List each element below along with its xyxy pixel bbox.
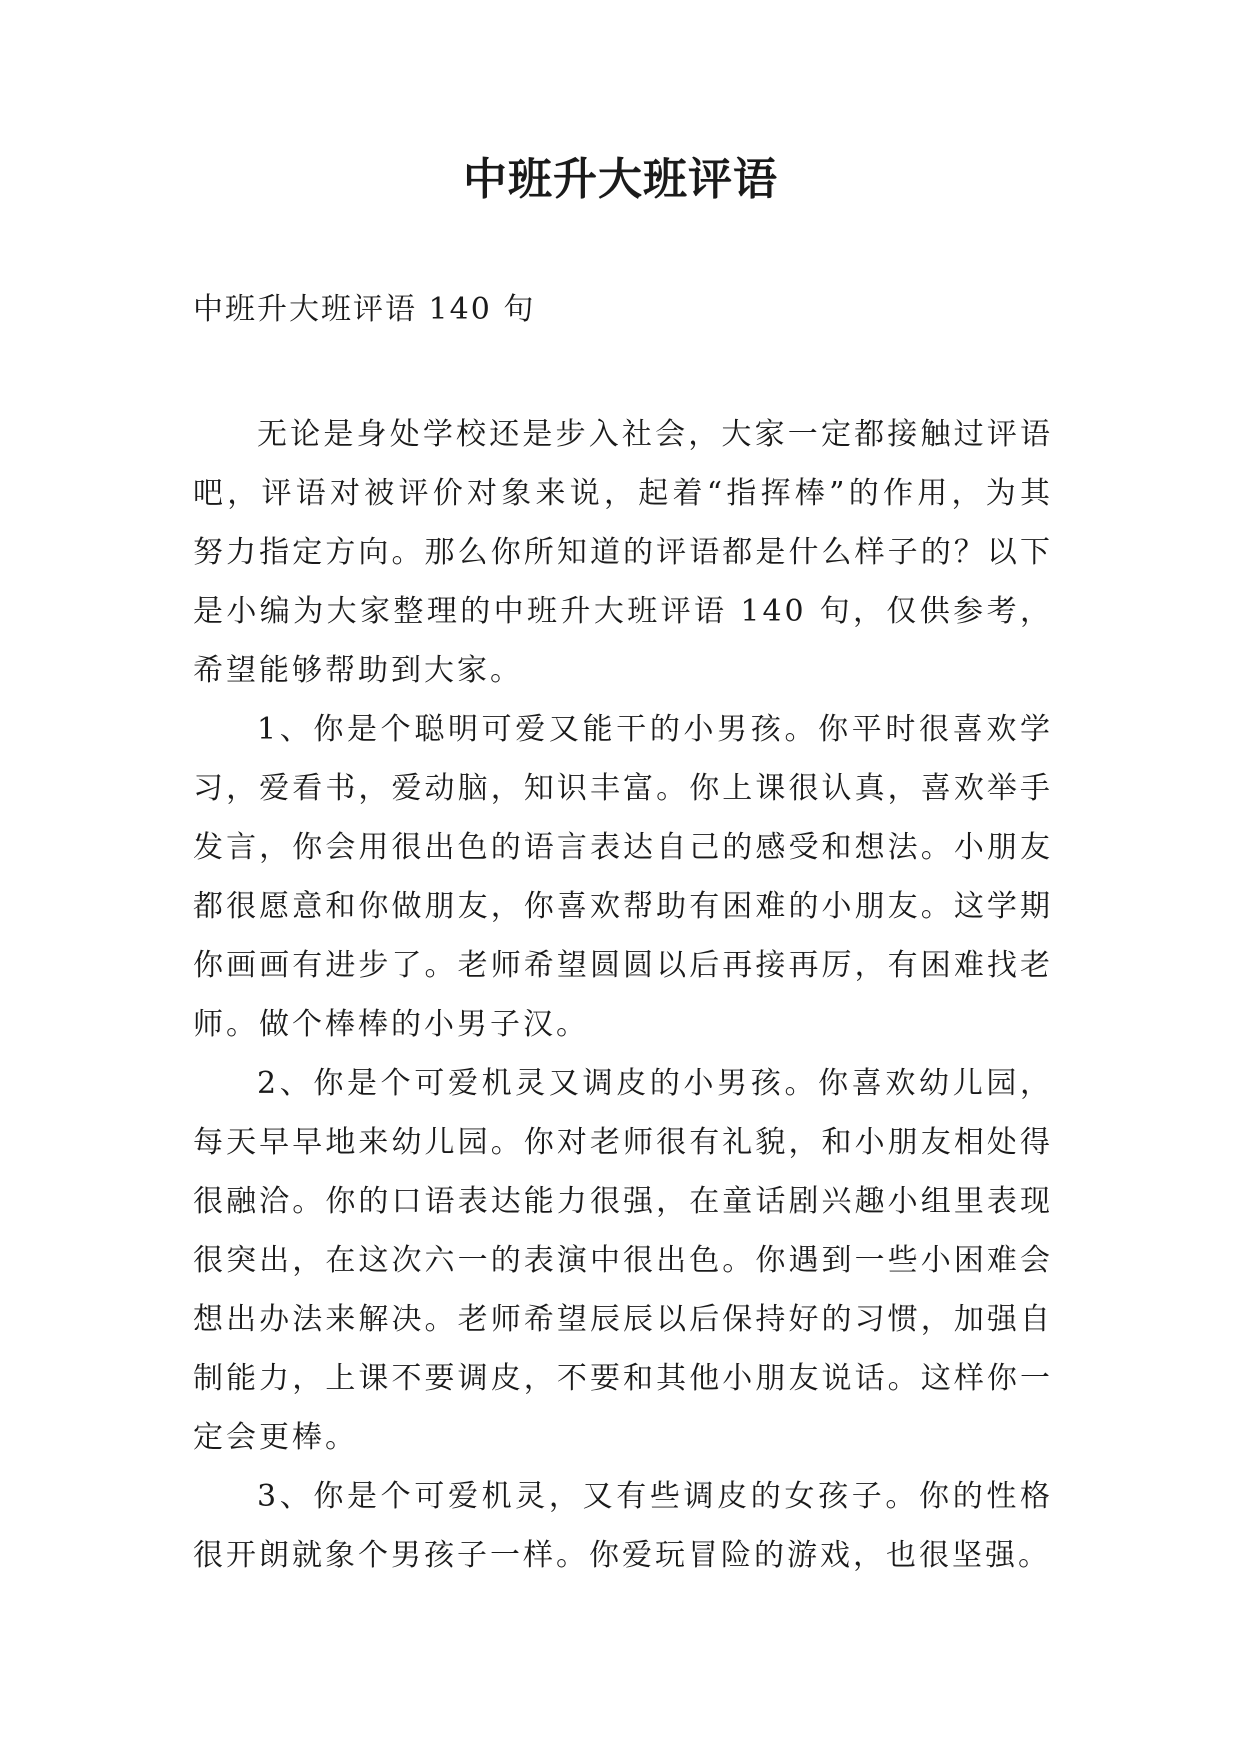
comment-paragraph-3: 3、你是个可爱机灵，又有些调皮的女孩子。你的性格很开朗就象个男孩子一样。你爱玩冒险的游戏，也很坚强。 [193,1479,1053,1573]
comment-paragraph-2: 2、你是个可爱机灵又调皮的小男孩。你喜欢幼儿园，每天早早地来幼儿园。你对老师很有礼貌，和小朋友相处得很融洽。你的口语表达能力很强，在童话剧兴趣小组里表现很突出，在这次六一的表演中很出色。你遇到一些小困难会想出办法来解决。老师希望辰辰以后保持好的习惯，加强自制能力，上课不要调皮，不要和其他小朋友说话。这样你一定会更棒。 [193,1066,1053,1455]
document-title: 中班升大班评语 [463,154,778,205]
comment-paragraph-1: 1、你是个聪明可爱又能干的小男孩。你平时很喜欢学习，爱看书，爱动脑，知识丰富。你上课很认真，喜欢举手发言，你会用很出色的语言表达自己的感受和想法。小朋友都很愿意和你做朋友，你喜欢帮助有困难的小朋友。这学期你画画有进步了。老师希望圆圆以后再接再厉，有困难找老师。做个棒棒的小男子汉。 [193,712,1053,1042]
document-body [193,405,1053,1585]
intro-paragraph: 无论是身处学校还是步入社会，大家一定都接触过评语吧，评语对被评价对象来说，起着“指挥棒”的作用，为其努力指定方向。那么你所知道的评语都是什么样子的？以下是小编为大家整理的中班升大班评语 140 句，仅供参考，希望能够帮助到大家。 [193,417,1053,688]
document-subtitle: 中班升大班评语 140 句 [193,292,536,327]
